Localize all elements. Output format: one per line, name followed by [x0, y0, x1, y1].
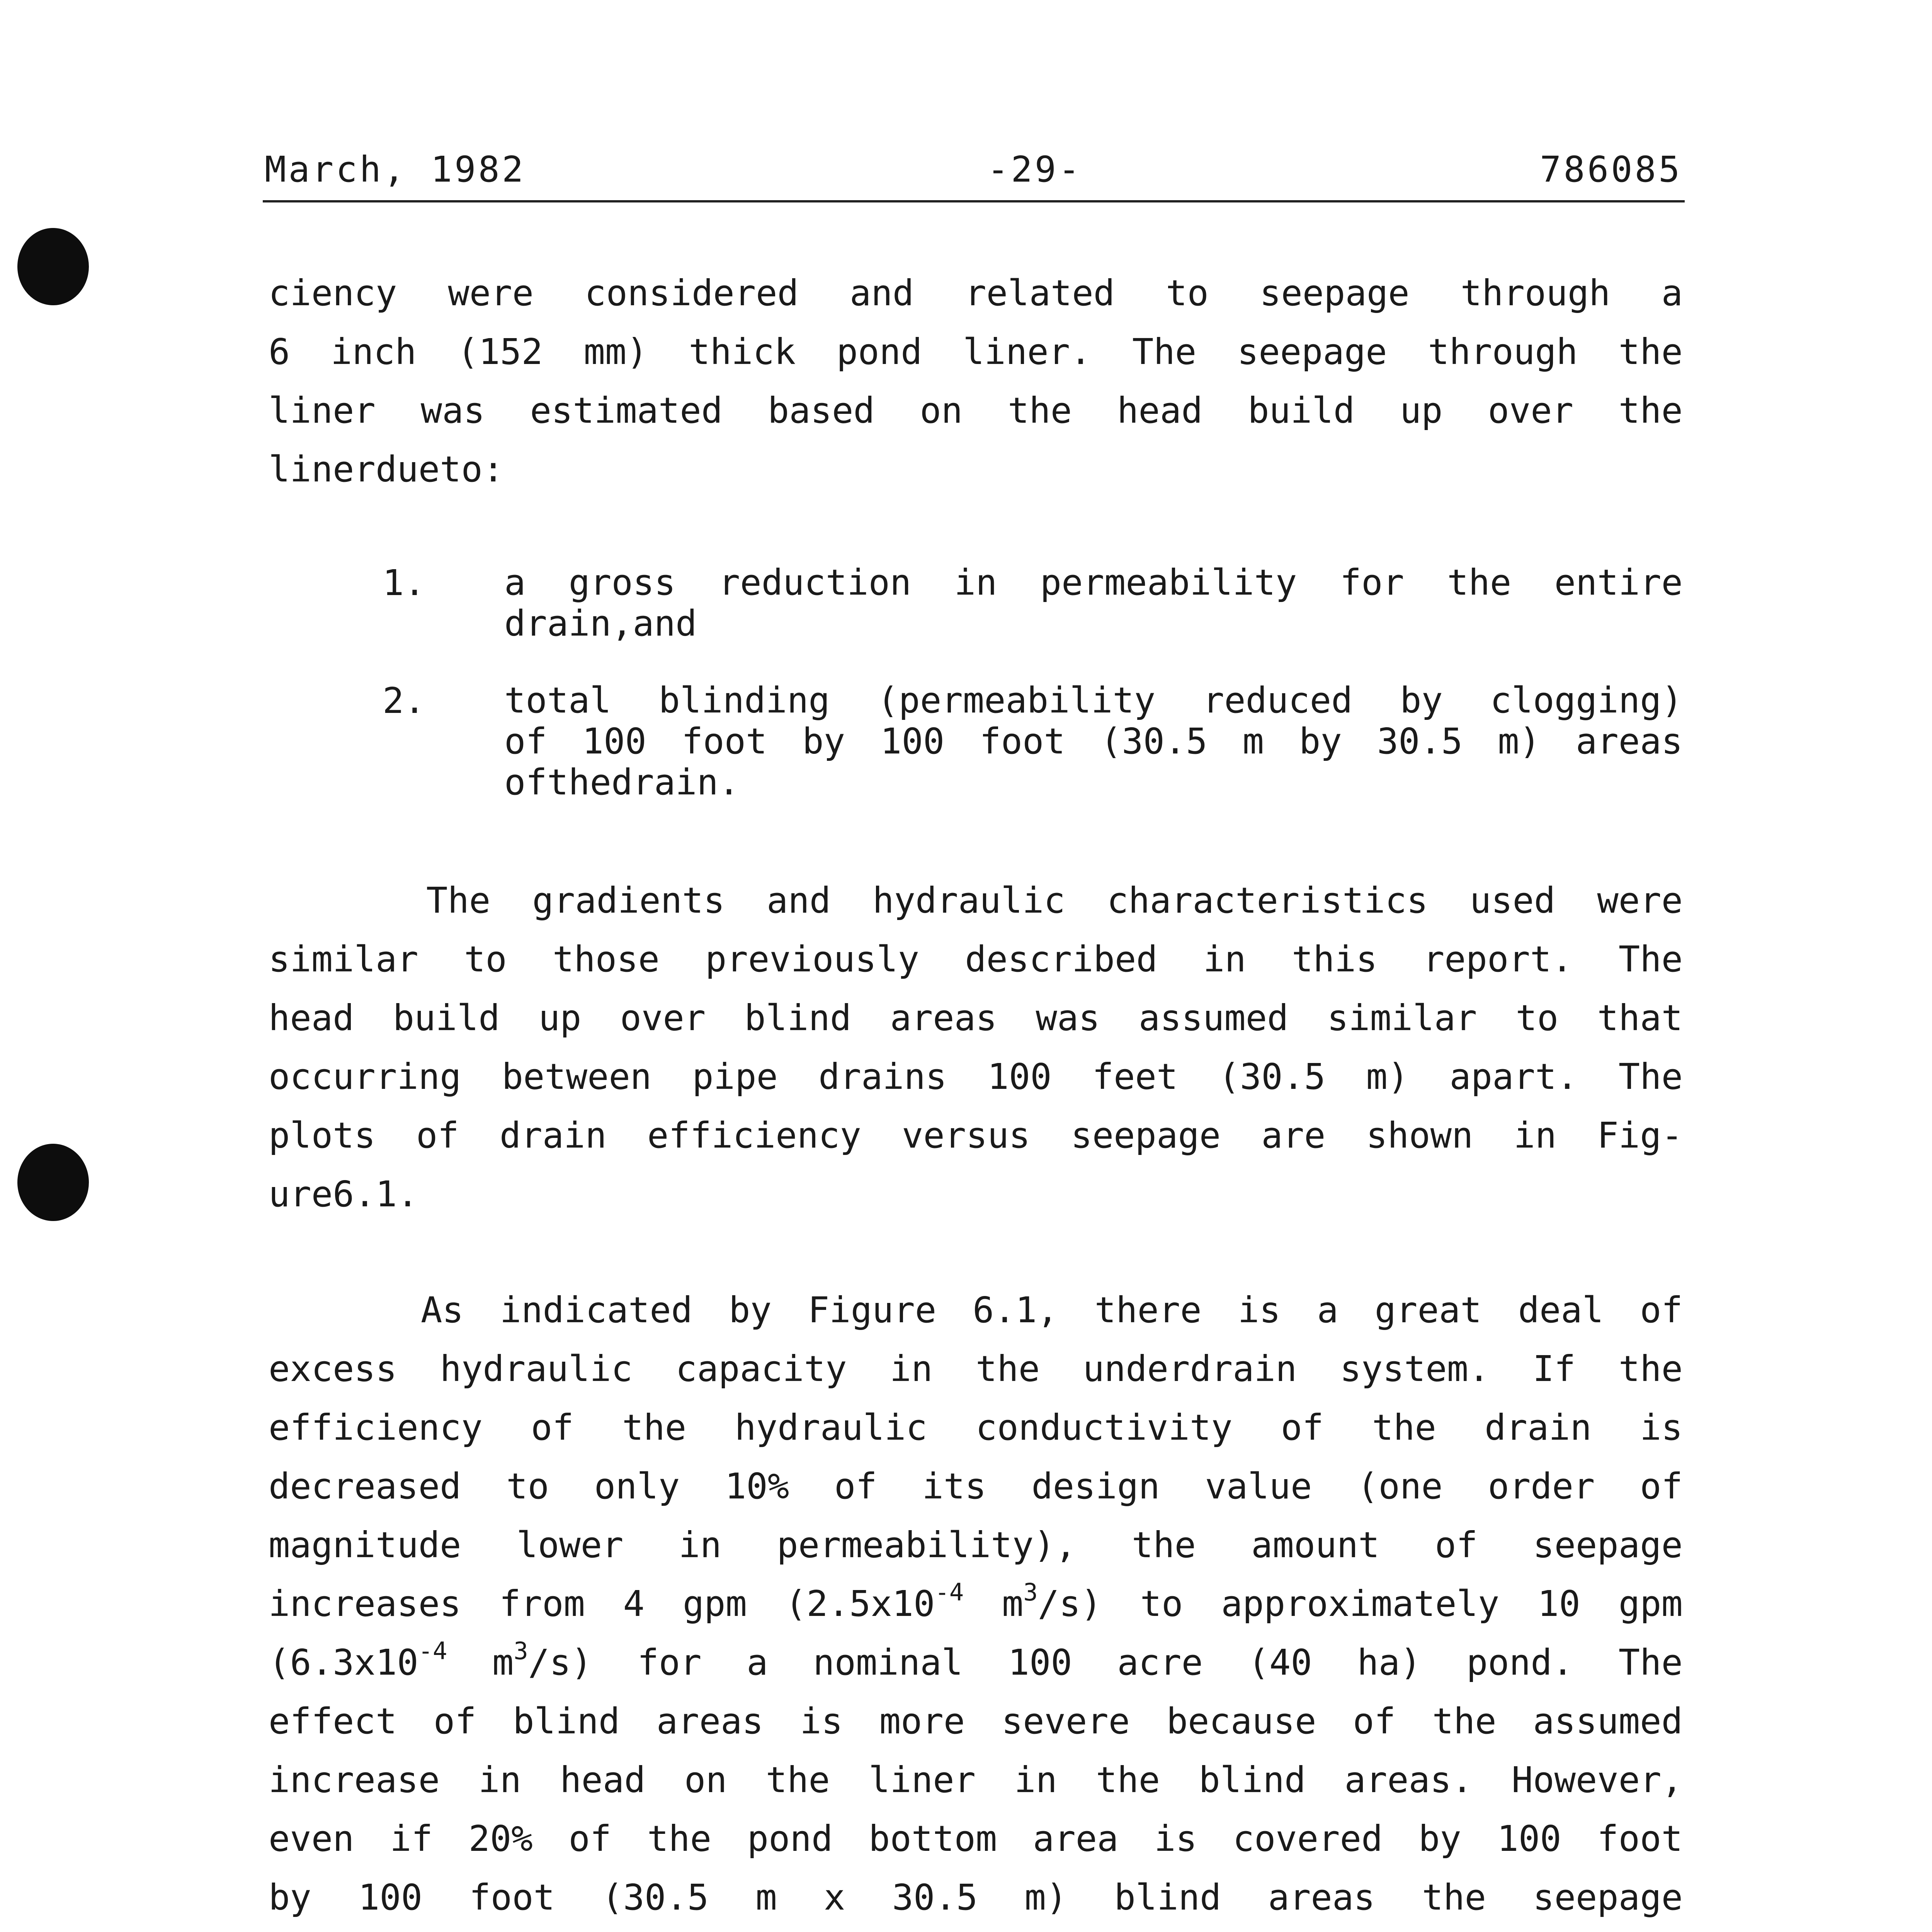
punch-hole-top [17, 228, 89, 305]
word: system. [1340, 1348, 1490, 1389]
word: and [633, 603, 697, 644]
word: even [269, 1818, 354, 1859]
word: in [1014, 1759, 1057, 1801]
list-item-text [504, 562, 1683, 644]
word: indicated [500, 1289, 693, 1331]
word: for [1340, 562, 1404, 603]
word: of [504, 762, 547, 803]
word: by [729, 1289, 772, 1331]
word: 6 [269, 331, 290, 372]
word: is [800, 1701, 843, 1742]
word: As [420, 1289, 464, 1331]
word: m [1242, 721, 1264, 762]
text-line [269, 1751, 1683, 1810]
word: of [1435, 1524, 1478, 1566]
word: of [416, 1115, 459, 1156]
word: 100 [987, 1056, 1052, 1097]
word: ciency [269, 272, 397, 314]
text-line [504, 603, 1683, 644]
word: drains [818, 1056, 947, 1097]
word: blind [1114, 1877, 1221, 1918]
word: a [747, 1642, 768, 1683]
text-line [269, 1810, 1683, 1868]
text-line [269, 1281, 1683, 1340]
word: the [1618, 331, 1683, 372]
word: (152 [457, 331, 543, 372]
word: was [420, 390, 485, 431]
word: increases [269, 1583, 461, 1624]
text-line [269, 989, 1683, 1048]
word: used [1469, 880, 1556, 921]
word: entire [1554, 562, 1683, 603]
word: 100 [1497, 1818, 1561, 1859]
word: between [502, 1056, 652, 1097]
word: to [1140, 1583, 1183, 1624]
word: are [1261, 1115, 1326, 1156]
word: those [552, 939, 660, 980]
text-line [269, 1868, 1683, 1927]
word: the [765, 1759, 830, 1801]
word: report. [1423, 939, 1573, 980]
text-line [269, 1927, 1683, 1932]
word: approximately [1221, 1583, 1500, 1624]
word: the [1618, 390, 1683, 431]
word: The [426, 880, 491, 921]
word: of [1640, 1289, 1683, 1331]
word: through [1428, 331, 1578, 372]
word: liner [269, 390, 376, 431]
word [1405, 1927, 1683, 1932]
word: by [1400, 680, 1443, 721]
word: a [504, 562, 526, 603]
word: capacity [675, 1348, 847, 1389]
word: conductivity [975, 1407, 1233, 1448]
word: to [1166, 272, 1209, 314]
word: the [547, 762, 611, 803]
word: described [965, 939, 1158, 980]
word: permeability [1040, 562, 1297, 603]
punch-hole-middle [17, 1144, 89, 1221]
word: the [1096, 1759, 1160, 1801]
text-line [504, 562, 1683, 603]
word: that [1597, 997, 1683, 1039]
word: shown [1366, 1115, 1473, 1156]
word: the [1618, 1348, 1683, 1389]
text-line [269, 323, 1683, 381]
text-line [269, 440, 1683, 499]
word: order [1488, 1466, 1595, 1507]
word: inch [331, 331, 417, 372]
text-line [269, 381, 1683, 440]
word: severe [1001, 1701, 1130, 1742]
word: on [684, 1759, 727, 1801]
word: blind [513, 1701, 620, 1742]
word: The [1618, 1642, 1683, 1683]
word: pond. [1466, 1642, 1574, 1683]
word: 30.5 [892, 1877, 978, 1918]
paragraph-indent [269, 1281, 384, 1340]
text-line [269, 1398, 1683, 1457]
word: and [766, 880, 831, 921]
word: of [834, 1466, 877, 1507]
word: by [269, 1877, 311, 1918]
header-rule [263, 200, 1685, 202]
word: of [1353, 1701, 1396, 1742]
word: the [622, 1407, 687, 1448]
word: underdrain [1083, 1348, 1297, 1389]
word: $m^3/s$) [1002, 1578, 1102, 1624]
word: pipe [692, 1056, 778, 1097]
word [1027, 1927, 1070, 1932]
text-line [504, 680, 1683, 721]
word: foot [1597, 1818, 1683, 1859]
text-line [269, 1692, 1683, 1751]
word: (30.5 [1218, 1056, 1326, 1097]
word: 100 [1008, 1642, 1072, 1683]
word: this [1292, 939, 1378, 980]
word: The [1618, 939, 1683, 980]
word [459, 1927, 523, 1932]
word: (30.5 [1100, 721, 1208, 762]
word: seepage [1071, 1115, 1221, 1156]
word: the [975, 1348, 1040, 1389]
word: efficiency [647, 1115, 861, 1156]
paragraph-gradients [269, 871, 1683, 1224]
word: in [889, 1348, 933, 1389]
word: through [1460, 272, 1611, 314]
word: increase [269, 1759, 440, 1801]
word: plots [269, 1115, 376, 1156]
word: drain [499, 1115, 607, 1156]
word: permeability), [777, 1524, 1077, 1566]
word: feet [1092, 1056, 1178, 1097]
word: over [620, 997, 706, 1039]
word: by [802, 721, 845, 762]
header-doc-number: 786085 [1540, 149, 1682, 190]
word: covered [1233, 1818, 1383, 1859]
word: foot [980, 721, 1065, 762]
word: ($6.3x10^{-4}$ [269, 1637, 447, 1683]
text-line [504, 721, 1683, 762]
word [563, 1927, 670, 1932]
word: the [1447, 562, 1512, 603]
word: of [531, 1407, 574, 1448]
word: occurring [269, 1056, 461, 1097]
word: due [375, 449, 440, 490]
word: is [1154, 1818, 1197, 1859]
word: the [1422, 1877, 1486, 1918]
word: pond [747, 1818, 833, 1859]
word: hydraulic [872, 880, 1065, 921]
word: hydraulic [735, 1407, 927, 1448]
word: 30.5 [1377, 721, 1463, 762]
word: in [478, 1759, 522, 1801]
word: 100 [358, 1877, 423, 1918]
word: bottom [868, 1818, 997, 1859]
word: its [922, 1466, 986, 1507]
word: head [269, 997, 354, 1039]
word: hydraulic [440, 1348, 633, 1389]
word: head [560, 1759, 646, 1801]
word: were [448, 272, 534, 314]
word: Fig- [1597, 1115, 1683, 1156]
word: of [1281, 1407, 1324, 1448]
word: areas [890, 997, 997, 1039]
text-line [269, 1106, 1683, 1165]
word: total [504, 680, 611, 721]
word: blind [1199, 1759, 1306, 1801]
word: in [1203, 939, 1246, 980]
word: $m^3/s$) [492, 1637, 592, 1683]
word: (one [1357, 1466, 1443, 1507]
word: m [755, 1877, 777, 1918]
word: design [1031, 1466, 1160, 1507]
word: blinding [658, 680, 830, 721]
word: ha) [1357, 1642, 1422, 1683]
word: were [1597, 880, 1683, 921]
word: in [954, 562, 997, 603]
list-number: 2. [383, 680, 425, 721]
word: is [1238, 1289, 1281, 1331]
word: areas. [1344, 1759, 1473, 1801]
word: from [499, 1583, 585, 1624]
word: excess [269, 1348, 397, 1389]
word: to [506, 1466, 549, 1507]
word: considered [585, 272, 799, 314]
text-line [269, 930, 1683, 989]
word: of [568, 1818, 612, 1859]
word: similar [1327, 997, 1477, 1039]
word: x [824, 1877, 845, 1918]
word: The [1618, 1056, 1683, 1097]
word: liner [869, 1759, 976, 1801]
word: reduced [1202, 680, 1353, 721]
word: by [1418, 1818, 1461, 1859]
word: the [647, 1818, 712, 1859]
word: reduction [718, 562, 912, 603]
word: great [1374, 1289, 1482, 1331]
word: 100 [880, 721, 945, 762]
word: was [1036, 997, 1100, 1039]
word: blind [744, 997, 852, 1039]
word: versus [901, 1115, 1031, 1156]
word: 10% [725, 1466, 789, 1507]
word [711, 1927, 753, 1932]
list-number: 1. [383, 562, 425, 604]
word: m) [1024, 1877, 1068, 1918]
word: efficiency [269, 1407, 483, 1448]
paragraph-intro [269, 264, 1683, 499]
word: drain. [611, 762, 740, 803]
text-line [269, 1457, 1683, 1516]
word: 20% [468, 1818, 533, 1859]
word: a [1317, 1289, 1338, 1331]
word: is [1640, 1407, 1683, 1448]
word: gpm [682, 1583, 747, 1624]
word: head [1117, 390, 1203, 431]
word: ($2.5x10^{-4}$ [785, 1578, 964, 1624]
word: seepage [1237, 331, 1387, 372]
word: gradients [532, 880, 725, 921]
word: similar [269, 939, 418, 980]
word [1110, 1927, 1281, 1932]
word: of [504, 721, 547, 762]
word: areas [1575, 721, 1683, 762]
paragraph-figure-discussion [269, 1281, 1683, 1932]
word: 6.1, [973, 1289, 1058, 1331]
text-line [269, 1340, 1683, 1398]
header-page-number: -29- [987, 149, 1082, 190]
word: If [1532, 1348, 1576, 1389]
word: seepage [1533, 1877, 1683, 1918]
word: mm) [583, 331, 648, 372]
word: (permeability [877, 680, 1156, 721]
list-item-text [504, 680, 1683, 803]
word: seepage [1533, 1524, 1683, 1566]
word: more [879, 1701, 965, 1742]
word: a [1661, 272, 1683, 314]
word: if [390, 1818, 433, 1859]
word: over [1488, 390, 1573, 431]
word: effect [269, 1701, 397, 1742]
word: by [1299, 721, 1342, 762]
word: (30.5 [602, 1877, 709, 1918]
word: 100 [582, 721, 646, 762]
text-line [269, 1633, 1683, 1692]
word: to: [440, 449, 504, 490]
word: up [1400, 390, 1443, 431]
word: foot [681, 721, 767, 762]
word: characteristics [1107, 880, 1428, 921]
word: drain, [504, 603, 633, 644]
word: of [433, 1701, 476, 1742]
word: areas [656, 1701, 764, 1742]
word: and [850, 272, 914, 314]
word: liner [269, 449, 376, 490]
word: drain [1485, 1407, 1592, 1448]
word: the [1432, 1701, 1497, 1742]
word: based [767, 390, 875, 431]
word: m) [1498, 721, 1541, 762]
word: acre [1117, 1642, 1203, 1683]
word: amount [1251, 1524, 1380, 1566]
text-line [269, 871, 1683, 930]
word: area [1032, 1818, 1119, 1859]
word: ure [269, 1173, 333, 1215]
word: in [1514, 1115, 1557, 1156]
word: 6.1. [333, 1173, 418, 1215]
word: build [1248, 390, 1355, 431]
word: value [1205, 1466, 1312, 1507]
word: foot [469, 1877, 555, 1918]
word: (40 [1248, 1642, 1312, 1683]
word: thick [689, 331, 796, 372]
word: up [538, 997, 582, 1039]
word: lower [516, 1524, 624, 1566]
text-line [269, 1516, 1683, 1575]
word: pond [836, 331, 922, 372]
word: for [637, 1642, 702, 1683]
word: to [464, 939, 507, 980]
word: clogging) [1490, 680, 1683, 721]
text-line [269, 264, 1683, 323]
word: in [679, 1524, 722, 1566]
text-line [269, 1048, 1683, 1106]
text-line [504, 762, 1683, 803]
text-line [269, 1575, 1683, 1633]
word: The [1132, 331, 1197, 372]
word: related [965, 272, 1115, 314]
word: gross [568, 562, 676, 603]
word: previously [705, 939, 920, 980]
word: liner. [963, 331, 1092, 372]
word: of [1640, 1466, 1683, 1507]
word: 4 [623, 1583, 645, 1624]
word: nominal [813, 1642, 963, 1683]
word: Figure [808, 1289, 937, 1331]
word: areas [1268, 1877, 1375, 1918]
word: to [1515, 997, 1559, 1039]
paragraph-indent [269, 871, 384, 930]
word: seepage [1259, 272, 1410, 314]
word: on [920, 390, 963, 431]
word: gpm [1618, 1583, 1683, 1624]
word [269, 1927, 418, 1932]
text-line [269, 1165, 1683, 1224]
word: 10 [1537, 1583, 1580, 1624]
word: magnitude [269, 1524, 461, 1566]
word: m) [1366, 1056, 1409, 1097]
word: apart. [1449, 1056, 1578, 1097]
word: However, [1511, 1759, 1683, 1801]
word [1321, 1927, 1364, 1932]
word: assumed [1138, 997, 1289, 1039]
word [794, 1927, 986, 1932]
word: assumed [1533, 1701, 1683, 1742]
word: the [1372, 1407, 1436, 1448]
header-date: March, 1982 [265, 149, 526, 190]
word: the [1131, 1524, 1196, 1566]
word: there [1094, 1289, 1202, 1331]
word: only [594, 1466, 680, 1507]
word: deal [1518, 1289, 1604, 1331]
word: the [1008, 390, 1072, 431]
word: estimated [530, 390, 723, 431]
word: decreased [269, 1466, 461, 1507]
word: because [1166, 1701, 1316, 1742]
word: build [393, 997, 500, 1039]
